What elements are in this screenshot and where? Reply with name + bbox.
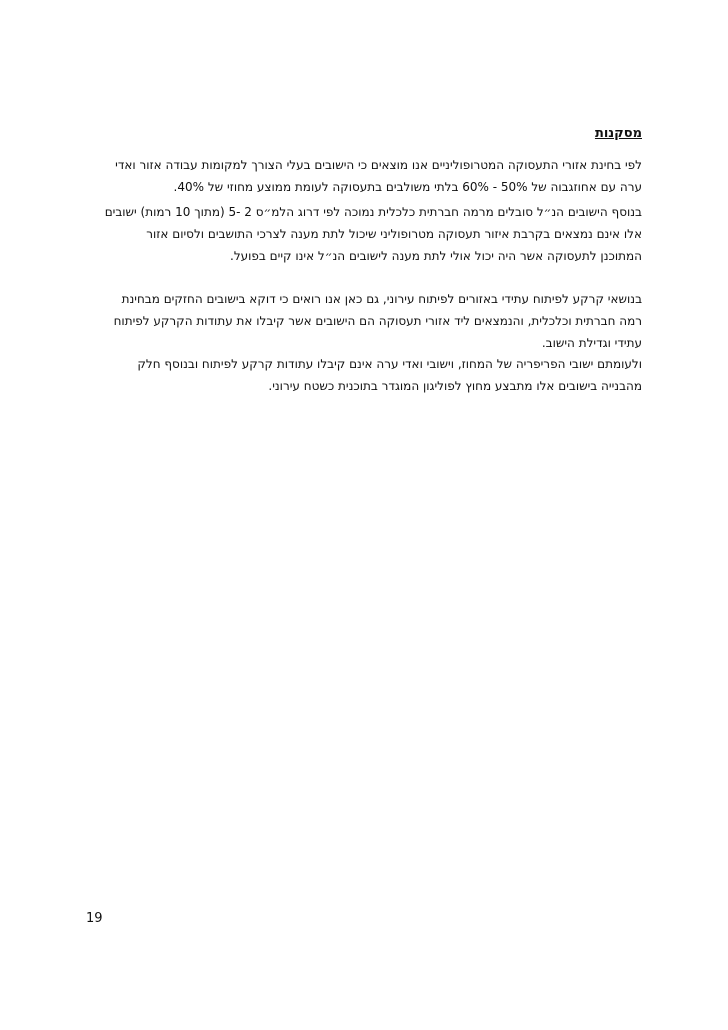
paragraph-line: מהבנייה בישובים אלו מתבצע מחוץ לפוליגון המוגדר בתוכנית כשטח עירוני.	[268, 379, 642, 393]
paragraph-employment-zones	[84, 154, 642, 198]
section-heading: מסקנות	[594, 126, 642, 141]
paragraph-line: בנוסף הישובים הנ״ל סובלים מרמה חברתית כלכלית נמוכה לפי דרוג הלמ״ס 2 -5 (מתוך 10 רמות) ישובים	[104, 205, 642, 219]
paragraph-line: רמה חברתית וכלכלית, והנמצאים ליד אזורי תעסוקה הם הישובים אשר קיבלו את עתודות הקרקע לפיתוח	[113, 314, 642, 328]
paragraph-line: אלו אינם נמצאים בקרבת איזור תעסוקה מטרופוליני שיכול לתת מענה לצרכי התושבים ולסיום אזור	[146, 227, 642, 241]
paragraph-line: ולעומתם ישובי הפריפריה של המחוז, וישובי ואדי ערה אינם קיבלו עתודות קרקע לפיתוח ובנוסף חלק	[137, 357, 642, 371]
paragraph-line: ערה עם אחוזגבוה של 50% - 60% בלתי משולבים בתעסוקה לעומת ממוצע מחוזי של 40%.	[173, 180, 642, 194]
page-number: 19	[86, 911, 103, 926]
paragraph-land-development	[84, 288, 642, 354]
paragraph-periphery	[84, 353, 642, 397]
paragraph-socioeconomic	[84, 201, 642, 267]
paragraph-line: בנושאי קרקע לפיתוח עתידי באזורים לפיתוח עירוני, גם כאן אנו רואים כי דוקא בישובים החזקים מבחינת	[121, 292, 642, 306]
paragraph-line: עתידי וגדילת הישוב.	[541, 336, 642, 350]
paragraph-line: המתוכנן לתעסוקה אשר היה יכול אולי לתת מענה לישובים הנ״ל אינו קיים בפועל.	[230, 249, 642, 263]
paragraph-line: לפי בחינת אזורי התעסוקה המטרופוליניים אנו מוצאים כי הישובים בעלי הצורך למקומות עבודה אזור ואדי	[115, 158, 642, 172]
